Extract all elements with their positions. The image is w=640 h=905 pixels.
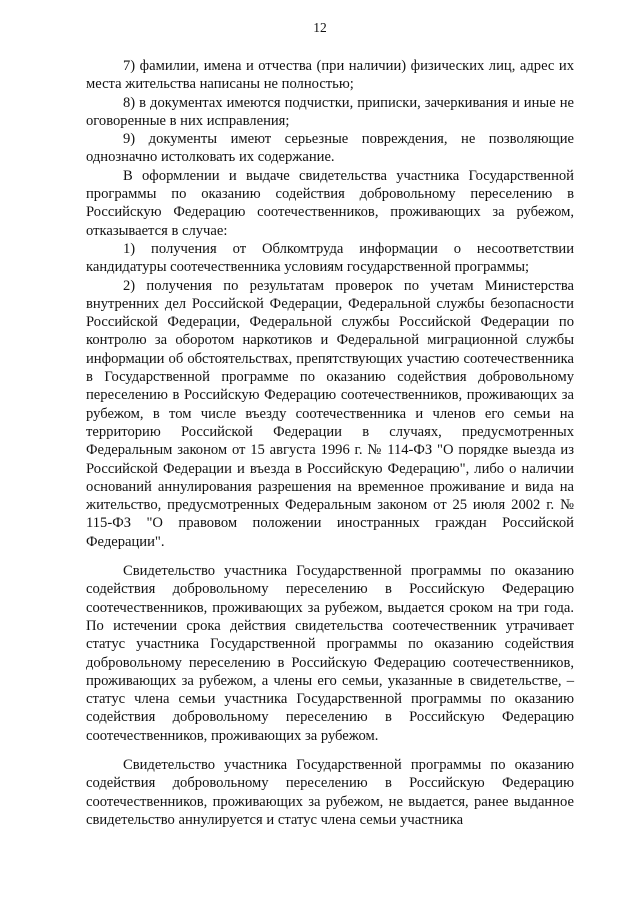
paragraph-item-9: 9) документы имеют серьезные повреждения, не позволяющие однозначно истолковать их содержание. [86,131,574,166]
page-number: 12 [313,20,327,35]
paragraph-refusal-1: 1) получения от Облкомтруда информации о несоответствии кандидатуры соотечественника условиям государственной программы; [86,240,574,276]
paragraph-item-8: 8) в документах имеются подчистки, приписки, зачеркивания и иные не оговоренные в них исправления; [86,94,574,129]
paragraph-item-7: 7) фамилии, имена и отчества (при наличии) физических лиц, адрес их места жительства написаны не полностью; [86,58,574,93]
paragraph-refusal-intro: В оформлении и выдаче свидетельства участника Государственной программы по оказанию содействия добровольному переселению в Российскую Федерацию соотечественников, проживающих за рубежом, отказывается в случае: [86,167,574,239]
paragraph-refusal-2: 2) получения по результатам проверок по учетам Министерства внутренних дел Российской Федерации, Федеральной службы безопасности Российской Федерации, Федеральной службы Российской Федерации по контролю за оборотом наркотиков и Федеральной миграционной службы информации об обстоятельствах, препятствующих участию соотечественника в Государственной программе по оказанию содействия добровольному переселению в Российскую Федерацию соотечественников, проживающих за рубежом, в том числе въезду соотечественника и членов его семьи на территорию Российской Федерации в случаях, предусмотренных Федеральным законом от 15 августа 1996 г. № 114-ФЗ "О порядке выезда из Российской Федерации и въезда в Российскую Федерацию", либо о наличии оснований аннулирования разрешения на временное проживание и вида на жительство, предусмотренных Федеральным законом от 25 июля 2002 г. № 115-ФЗ "О правовом положении иностранных граждан Российской Федерации". [86,277,574,550]
document-body [86,57,574,829]
paragraph-certificate-not-issued: Свидетельство участника Государственной программы по оказанию содействия добровольному переселению в Российскую Федерацию соотечественников, проживающих за рубежом, не выдается, ранее выданное свидетельство аннулируется и статус члена семьи участника [86,756,574,828]
paragraph-certificate-term: Свидетельство участника Государственной программы по оказанию содействия добровольному переселению в Российскую Федерацию соотечественников, проживающих за рубежом, выдается сроком на три года. По истечении срока действия свидетельства соотечественник утрачивает статус участника Государственной программы по оказанию содействия добровольному переселению в Российскую Федерацию соотечественников, проживающих за рубежом, а члены его семьи, указанные в свидетельстве, – статус члена семьи участника Государственной программы по оказанию содействия добровольному переселению в Российскую Федерацию соотечественников, проживающих за рубежом. [86,563,574,744]
